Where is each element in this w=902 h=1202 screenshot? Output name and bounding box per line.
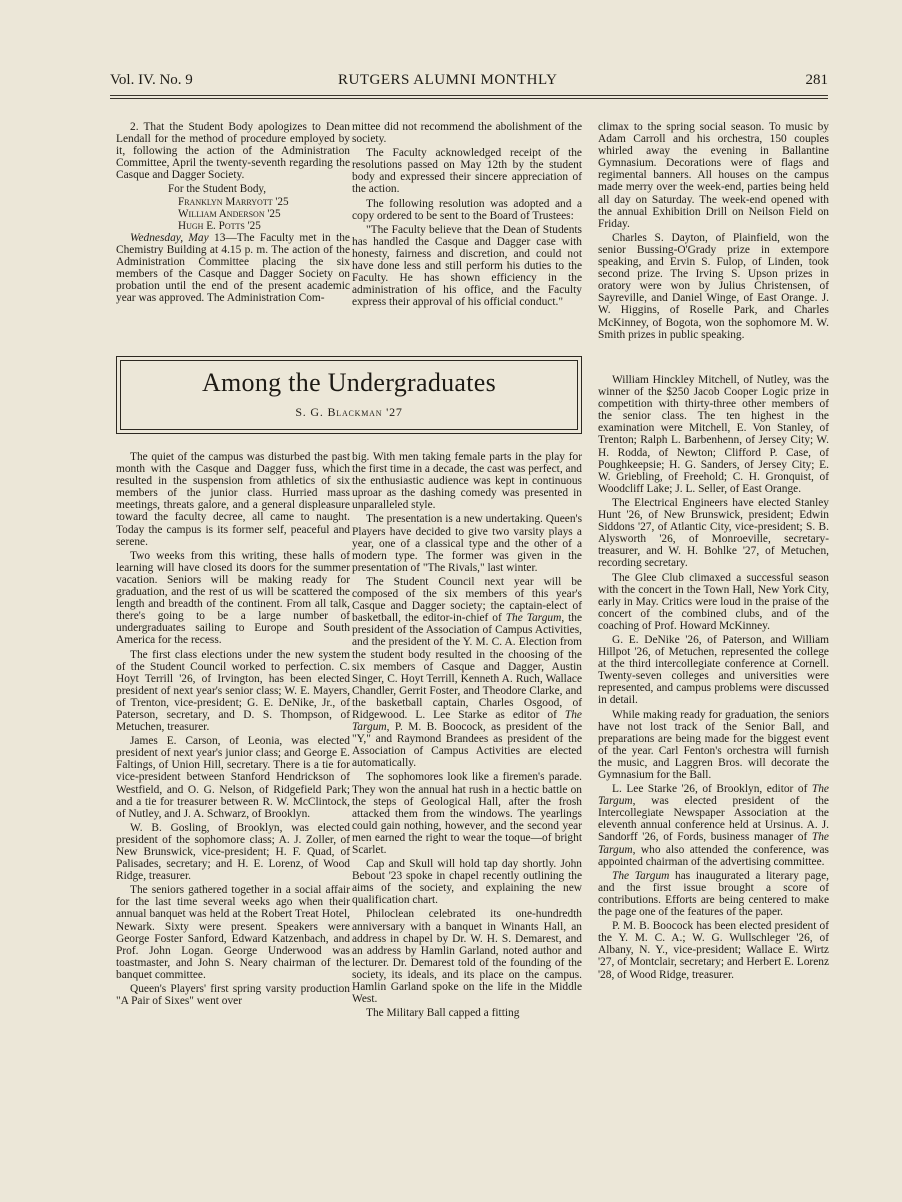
paragraph <box>598 870 829 918</box>
paragraph: Charles S. Dayton, of Plainfield, won the senior Bussing-O'Grady prize in extempore speaking, and Ervin S. Fulop, of Linden, took second prize. The Irving S. Upson prizes in oratory were won by Julius Christensen, of Sayreville, and Daniel Winge, of East Orange. J. W. Higgins, of Roselle Park, and Charles McKinney, of Bogota, won the sophomore M. W. Smith prizes in public speaking. <box>598 231 829 341</box>
running-header <box>110 72 828 92</box>
publication-title: The Targum <box>505 612 562 625</box>
paragraph-text: 13—The Faculty met in the Chemistry Building at 4.15 p. m. The action of the Administration Committee placing the six members of the Casque and Dagger Society on probation until the end of the present academic year was approved. The Administration Com- <box>116 231 350 305</box>
paragraph: Cap and Skull will hold tap day shortly. John Bebout '23 spoke in chapel recently outlining the aims of the society, and explaining the new qualification chart. <box>352 858 582 907</box>
paragraph: The following resolution was adopted and a copy ordered to be sent to the Board of Trustees: <box>352 197 582 222</box>
publication-title: The Targum <box>598 831 829 856</box>
section-title: Among the Undergraduates <box>201 368 497 397</box>
paragraph: The sophomores look like a firemen's parade. They won the annual hat rush in a hectic battle on the steps of Geological Hall, after the frosh attacked them from the windows. The yearlings could gain nothing, however, and the second year men earned the right to wear the toque—of bright Scarlet. <box>352 771 582 856</box>
column-1-top <box>116 121 350 306</box>
signature-name: William Anderson '25 <box>178 207 281 220</box>
paragraph: The presentation is a new undertaking. Queen's Players have decided to give two varsity plays a year, one of a classical type and the other of a modern type. The former was given in the presentation of "The Rivals," last winter. <box>352 513 582 574</box>
paragraph-text: has inaugurated a literary page, and the first issue brought a score of contributions. Efforts are being centered to make the page one of the features of the paper. <box>598 869 829 919</box>
volume-issue: Vol. IV. No. 9 <box>110 72 193 88</box>
paragraph: The Military Ball capped a fitting <box>366 1007 520 1020</box>
paragraph: P. M. B. Boocock has been elected president of the Y. M. C. A.; W. G. Wullschleger '26, of Albany, N. Y., vice-president; Wallace E. Wirtz '27, of Montclair, secretary; and Herbert E. Lorenz '28, of Wood Ridge, treasurer. <box>598 920 829 981</box>
publication-title: The Targum <box>598 783 829 808</box>
paragraph: big. With men taking female parts in the play for the first time in a decade, the cast was perfect, and the enthusiastic audience was kept in continuous uproar as the dashing comedy was presented in unparalleled style. <box>352 451 582 512</box>
section-title-box <box>116 356 582 434</box>
publication-title: The Targum <box>612 869 670 882</box>
paragraph: The seniors gathered together in a social affair for the last time several weeks ago when their annual banquet was held at the Robert Treat Hotel, Newark. Sixty were present. Speakers were George Foster Sanford, Edward Katzenbach, and Prof. John Logan. George Underwood was toastmaster, and John S. Neary chairman of the banquet committee. <box>116 884 350 981</box>
section-byline: S. G. Blackman '27 <box>295 405 403 419</box>
paragraph <box>116 232 350 305</box>
paragraph: Two weeks from this writing, these halls of learning will have closed its doors for the summer vacation. Seniors will be making ready for graduation, and the rest of us will be scattered the length and breadth of the continent. From all talk, there's going to be a large number of undergraduates sailing to Europe and South America for the recess. <box>116 549 350 647</box>
paragraph-text: , who also attended the conference, was appointed chairman of the advertising committee. <box>598 843 829 868</box>
paragraph: James E. Carson, of Leonia, was elected president of next year's junior class; and George E. Faltings, of Union Hill, secretary. There is a tie for vice-president between Stanford Hendrickson of Westfield, and O. G. Nelson, of Ridgefield Park; and a tie for treasurer between R. W. McClintock, of Nutley, and J. A. Schwarz, of Brooklyn. <box>116 735 350 820</box>
paragraph: climax to the spring social season. To music by Adam Carroll and his orchestra, 150 couples whirled away the evening in Ballantine Gymnasium. Decorations were of flags and regimental banners. All houses on the campus made merry over the week-end, parties being held all day on Saturday. The week-end opened with the annual Exhibition Drill on Neilson Field on Friday. <box>598 121 829 230</box>
paragraph-text: , the president of the Association of Campus Activities, and the president of the Y. M. C. A. Election from the student body resulted in the choosing of the six members of Casque and Dagger, Austin Singer, C. Hoyt Terrill, Kenneth A. Ruch, Wallace Chandler, Gerrit Foster, and Theodore Clarke, and the basketball captain, Charles Osgood, of Ridgewood. L. Lee Starke as editor of <box>352 612 582 721</box>
dateline: Wednesday, May <box>130 231 209 244</box>
paragraph <box>352 576 582 770</box>
paragraph: The quiet of the campus was disturbed the past month with the Casque and Dagger fuss, which resulted in the suspension from athletics of six members of the junior class. Hurried mass meetings, threats galore, and a general displeasure toward the faculty decree, all came to naught. Today the campus is its former self, peaceful and serene. <box>116 451 350 548</box>
paragraph-text: , was elected president of the Intercollegiate Newspaper Association at the eleventh annual conference held at Ursinus. A. J. Sandorff '26, of Fords, business manager of <box>598 795 829 844</box>
paragraph: The Faculty acknowledged receipt of the resolutions passed on May 12th by the student body and expressed their sincere appreciation of the action. <box>352 147 582 196</box>
paragraph: The Electrical Engineers have elected Stanley Hunt '26, of New Brunswick, president; Edwin Siddons '27, of Atlantic City, vice-president; S. B. Alysworth '26, of Monroeville, secretary-treasurer, and W. H. Bohlke '27, of Metuchen, recording secretary. <box>598 496 829 570</box>
column-3-bottom <box>598 374 829 983</box>
column-1-bottom <box>116 451 350 1009</box>
paragraph-text: The Student Council next year will be composed of the six members of this year's Casque and Dagger society; the captain-elect of basketball, the editor-in-chief of <box>352 575 582 625</box>
signature-lead: For the Student Body, <box>168 183 267 196</box>
paragraph: Queen's Players' first spring varsity production "A Pair of Sixes" went over <box>116 983 350 1008</box>
column-3-top <box>598 121 829 343</box>
paragraph: W. B. Gosling, of Brooklyn, was elected president of the sophomore class; A. J. Zoller, of New Brunswick, vice-president; H. F. Quad, of Palisades, secretary; and H. E. Lorenz, of Wood Ridge, treasurer. <box>116 821 350 883</box>
publication-title: The Targum <box>352 708 582 734</box>
column-2-bottom <box>352 451 582 1021</box>
paragraph: The first class elections under the new system of the Student Council worked to perfection. C. Hoyt Terrill '26, of Irvington, has been elected president of next year's senior class; W. E. Mayers, of Trenton, vice-president; G. E. DeNike, Jr., of Paterson, secretary, and D. S. Thompson, of Metuchen, treasurer. <box>116 648 350 734</box>
paragraph: 2. That the Student Body apologizes to Dean Lendall for the method of procedure employed by it, following the action of the Administration Committee, April the twenty-seventh regarding the Casque and Dagger Society. <box>116 121 350 182</box>
paragraph: William Hinckley Mitchell, of Nutley, was the winner of the $250 Jacob Cooper Logic prize in competition with thirty-three other members of the senior class. The ten highest in the examination were Mitchell, E. Von Stanley, of Trenton; Ralph L. Barbenhenn, of Jersey City; W. H. Rodda, of Newton; Clifford P. Case, of Poughkeepsie; H. G. Sanders, of Jersey City; E. W. Griebling, of Freehold; C. H. Gronquist, of Woodcliff Lake; J. L. Seller, of East Orange. <box>598 374 829 495</box>
paragraph: G. E. DeNike '26, of Paterson, and William Hillpot '26, of Metuchen, represented the college at the third intercollegiate conference at Cornell. Twenty-seven colleges and universities were represented, and campus problems were discussed in detail. <box>598 633 829 707</box>
paragraph <box>598 783 829 868</box>
quoted-resolution: "The Faculty believe that the Dean of Students has handled the Casque and Dagger case with honesty, fairness and discretion, and could not have done less and still perform his duties to the Faculty. He has shown efficiency in the administration of his office, and the Faculty express their approval of his official conduct." <box>352 223 582 309</box>
paragraph-text: L. Lee Starke '26, of Brooklyn, editor of <box>612 783 812 796</box>
header-rule-second <box>110 98 828 99</box>
signature-name: Hugh E. Potts '25 <box>178 219 261 232</box>
signature-block <box>116 183 350 231</box>
paragraph: Philoclean celebrated its one-hundredth anniversary with a banquet in Winants Hall, an address in chapel by Dr. W. H. S. Demarest, and an address by Hamlin Garland, noted author and lecturer. Dr. Demarest told of the founding of the society, its ideals, and its place on the campus. Hamlin Garland spoke on the life in the Middle West. <box>352 908 582 1006</box>
paragraph-text: , P. M. B. Boocock, as president of the "Y," and Raymond Brandees as president of the Association of Campus Activities are elected automatically. <box>352 721 582 770</box>
page-number: 281 <box>805 72 828 88</box>
paragraph: While making ready for graduation, the seniors have not lost track of the Senior Ball, and preparations are being made for the biggest event of the year. Carl Fenton's orchestra will furnish the music, and Laggren Bros. will decorate the Gymnasium for the Ball. <box>598 708 829 781</box>
paragraph: mittee did not recommend the abolishment of the society. <box>352 121 582 146</box>
paragraph: The Glee Club climaxed a successful season with the concert in the Town Hall, New York City, early in May. Critics were loud in the praise of the concert of the combined clubs, and of the coaching of Prof. Howard McKinney. <box>598 571 829 632</box>
header-rule <box>110 95 828 96</box>
column-2-top <box>352 121 582 310</box>
journal-title: RUTGERS ALUMNI MONTHLY <box>338 72 558 88</box>
signature-name: Franklyn Marryott '25 <box>178 195 289 208</box>
